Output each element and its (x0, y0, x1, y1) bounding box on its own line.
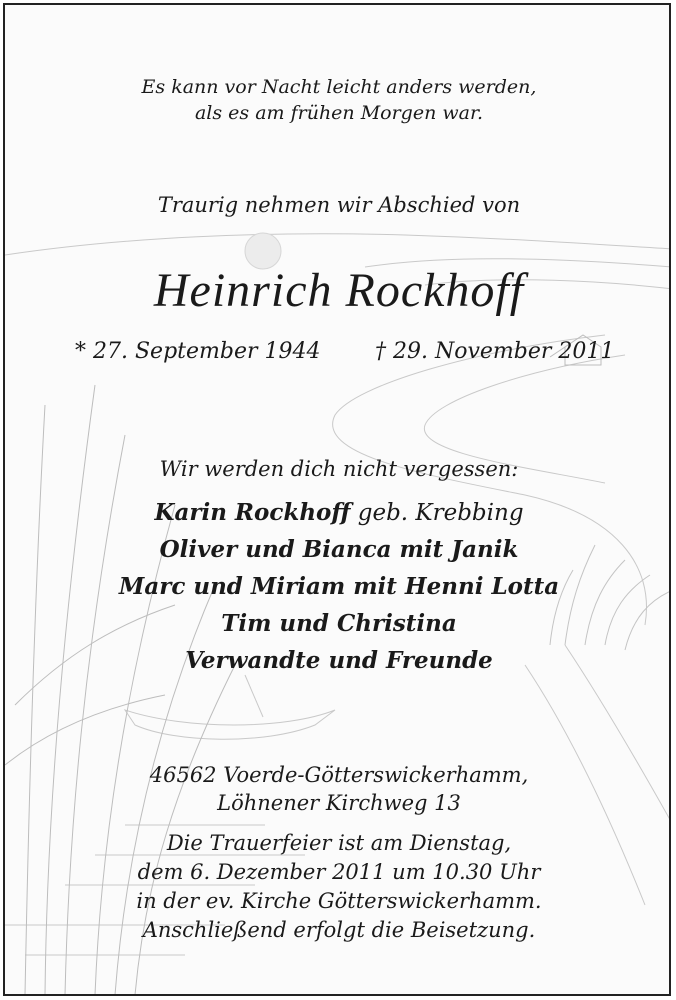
death-date: † 29. November 2011 (375, 339, 615, 364)
service-line-4: Anschließend erfolgt die Beisetzung. (142, 918, 536, 942)
intro-text: Traurig nehmen wir Abschied von (157, 193, 521, 217)
mourner-line-5: Verwandte und Freunde (185, 647, 493, 674)
obituary-notice (3, 3, 671, 996)
mourner-line-3: Marc und Miriam mit Henni Lotta (118, 573, 560, 600)
mourners-intro: Wir werden dich nicht vergessen: (159, 457, 519, 481)
address-line-2: Löhnener Kirchweg 13 (217, 791, 461, 815)
service-line-2: dem 6. Dezember 2011 um 10.30 Uhr (137, 860, 541, 884)
deceased-name: Heinrich Rockhoff (153, 264, 525, 317)
mourner-primary-name: Karin Rockhoff (154, 499, 351, 526)
mourner-line-4: Tim und Christina (221, 610, 457, 637)
service-line-1: Die Trauerfeier ist am Dienstag, (166, 831, 512, 855)
birth-date: * 27. September 1944 (75, 339, 321, 364)
address-line-1: 46562 Voerde-Götterswickerhamm, (149, 763, 529, 787)
mourner-line-2: Oliver und Bianca mit Janik (159, 536, 519, 563)
service-line-3: in der ev. Kirche Götterswickerhamm. (136, 889, 542, 913)
mourner-maiden-name: geb. Krebbing (350, 500, 524, 526)
motto-line-1: Es kann vor Nacht leicht anders werden, (141, 76, 537, 98)
motto-line-2: als es am frühen Morgen war. (194, 102, 483, 124)
mourner-line-1 (5, 499, 671, 526)
life-dates (5, 339, 671, 367)
